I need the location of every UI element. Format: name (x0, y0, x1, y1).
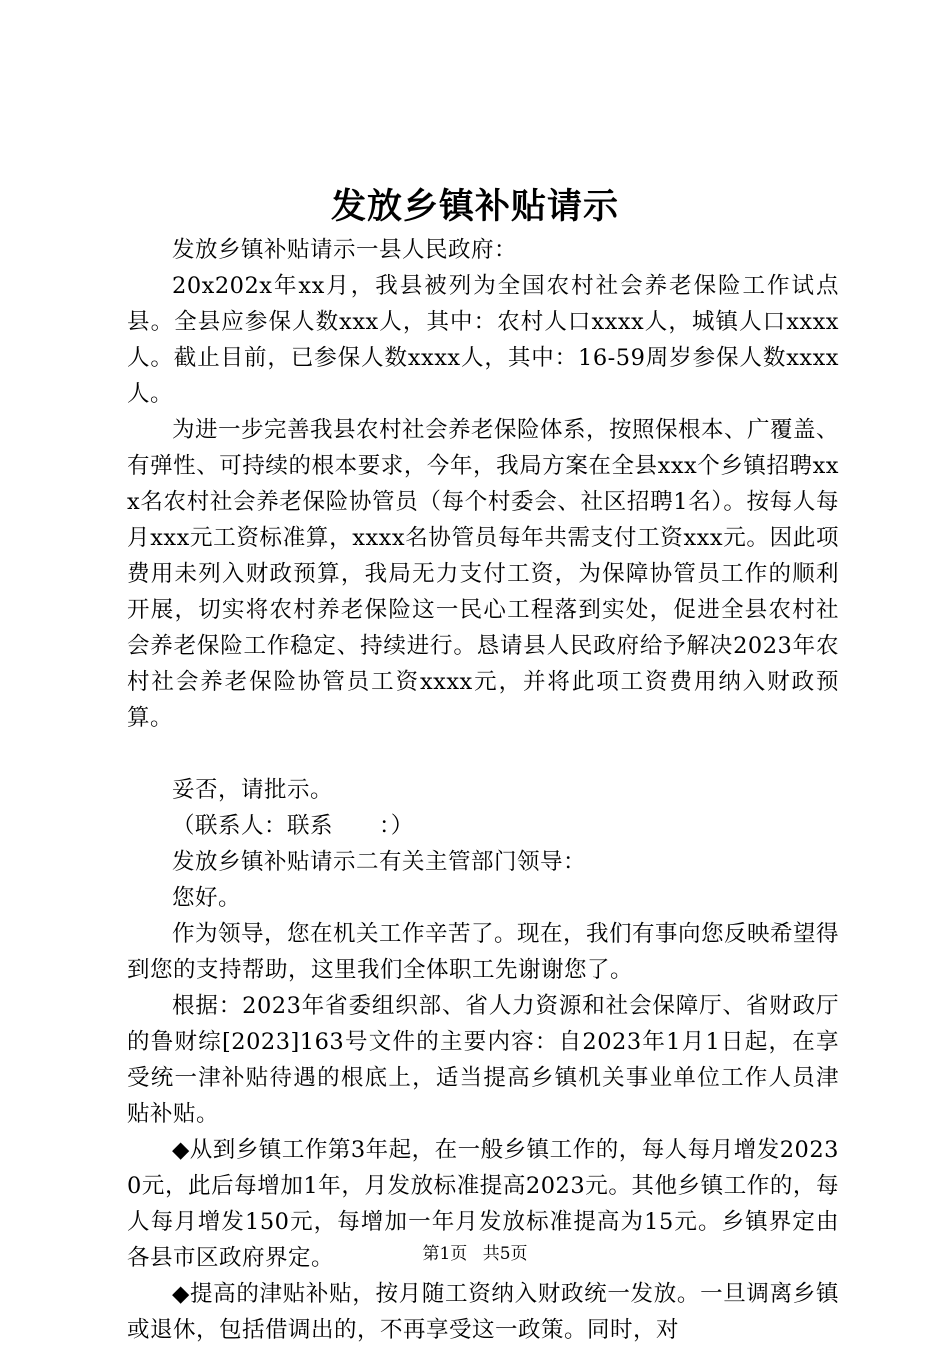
bullet-paragraph: ◆从到乡镇工作第3年起，在一般乡镇工作的，每人每月增发20230元，此后每增加1年，月发放标准提高2023元。其他乡镇工作的，每人每月增发150元，每增加一年月发放标准提高为15元。乡镇界定由各县市区政府界定。 (127, 1137, 839, 1271)
salutation-paragraph: 发放乡镇补贴请示一县人民政府： (172, 237, 518, 263)
basis-paragraph: 根据：2023年省委组织部、省人力资源和社会保障厅、省财政厅的鲁财综[2023]163号文件的主要内容：自2023年1月1日起，在享受统一津补贴待遇的根底上，适当提高乡镇机关事业单位工作人员津贴补贴。 (127, 993, 839, 1127)
bullet-paragraph: ◆提高的津贴补贴，按月随工资纳入财政统一发放。一旦调离乡镇或退休，包括借调出的，不再享受这一政策。同时，对 (127, 1281, 839, 1343)
document-title: 发放乡镇补贴请示 (330, 186, 619, 227)
second-request-heading: 发放乡镇补贴请示二有关主管部门领导： (172, 849, 587, 875)
page-total: 共5页 (482, 1244, 528, 1264)
background-paragraph: 20x202x年xx月，我县被列为全国农村社会养老保险工作试点县。全县应参保人数xxx人，其中：农村人口xxxx人，城镇人口xxxx人。截止目前，已参保人数xxxx人，其中：16-59周岁参保人数xxxx人。 (127, 273, 839, 407)
intro-paragraph: 作为领导，您在机关工作辛苦了。现在，我们有事向您反映希望得到您的支持帮助，这里我们全体职工先谢谢您了。 (127, 921, 840, 983)
page-number: 第1页 (422, 1244, 468, 1264)
greeting-line: 您好。 (172, 885, 242, 911)
request-paragraph: 为进一步完善我县农村社会养老保险体系，按照保根本、广覆盖、有弹性、可持续的根本要求，今年，我局方案在全县xxx个乡镇招聘xxx名农村社会养老保险协管员（每个村委会、社区招聘1名）。按每人每月xxx元工资标准算，xxxx名协管员每年共需支付工资xxx元。因此项费用未列入财政预算，我局无力支付工资，为保障协管员工作的顺利开展，切实将农村养老保险这一民心工程落到实处，促进全县农村社会养老保险工作稳定、持续进行。恳请县人民政府给予解决2023年农村社会养老保险协管员工资xxxx元，并将此项工资费用纳入财政预算。 (127, 417, 840, 731)
document-body (127, 232, 839, 1348)
approval-line: 妥否，请批示。 (172, 777, 334, 803)
contact-line: （联系人：联系 ：） (172, 813, 414, 839)
page-footer (0, 1242, 950, 1266)
